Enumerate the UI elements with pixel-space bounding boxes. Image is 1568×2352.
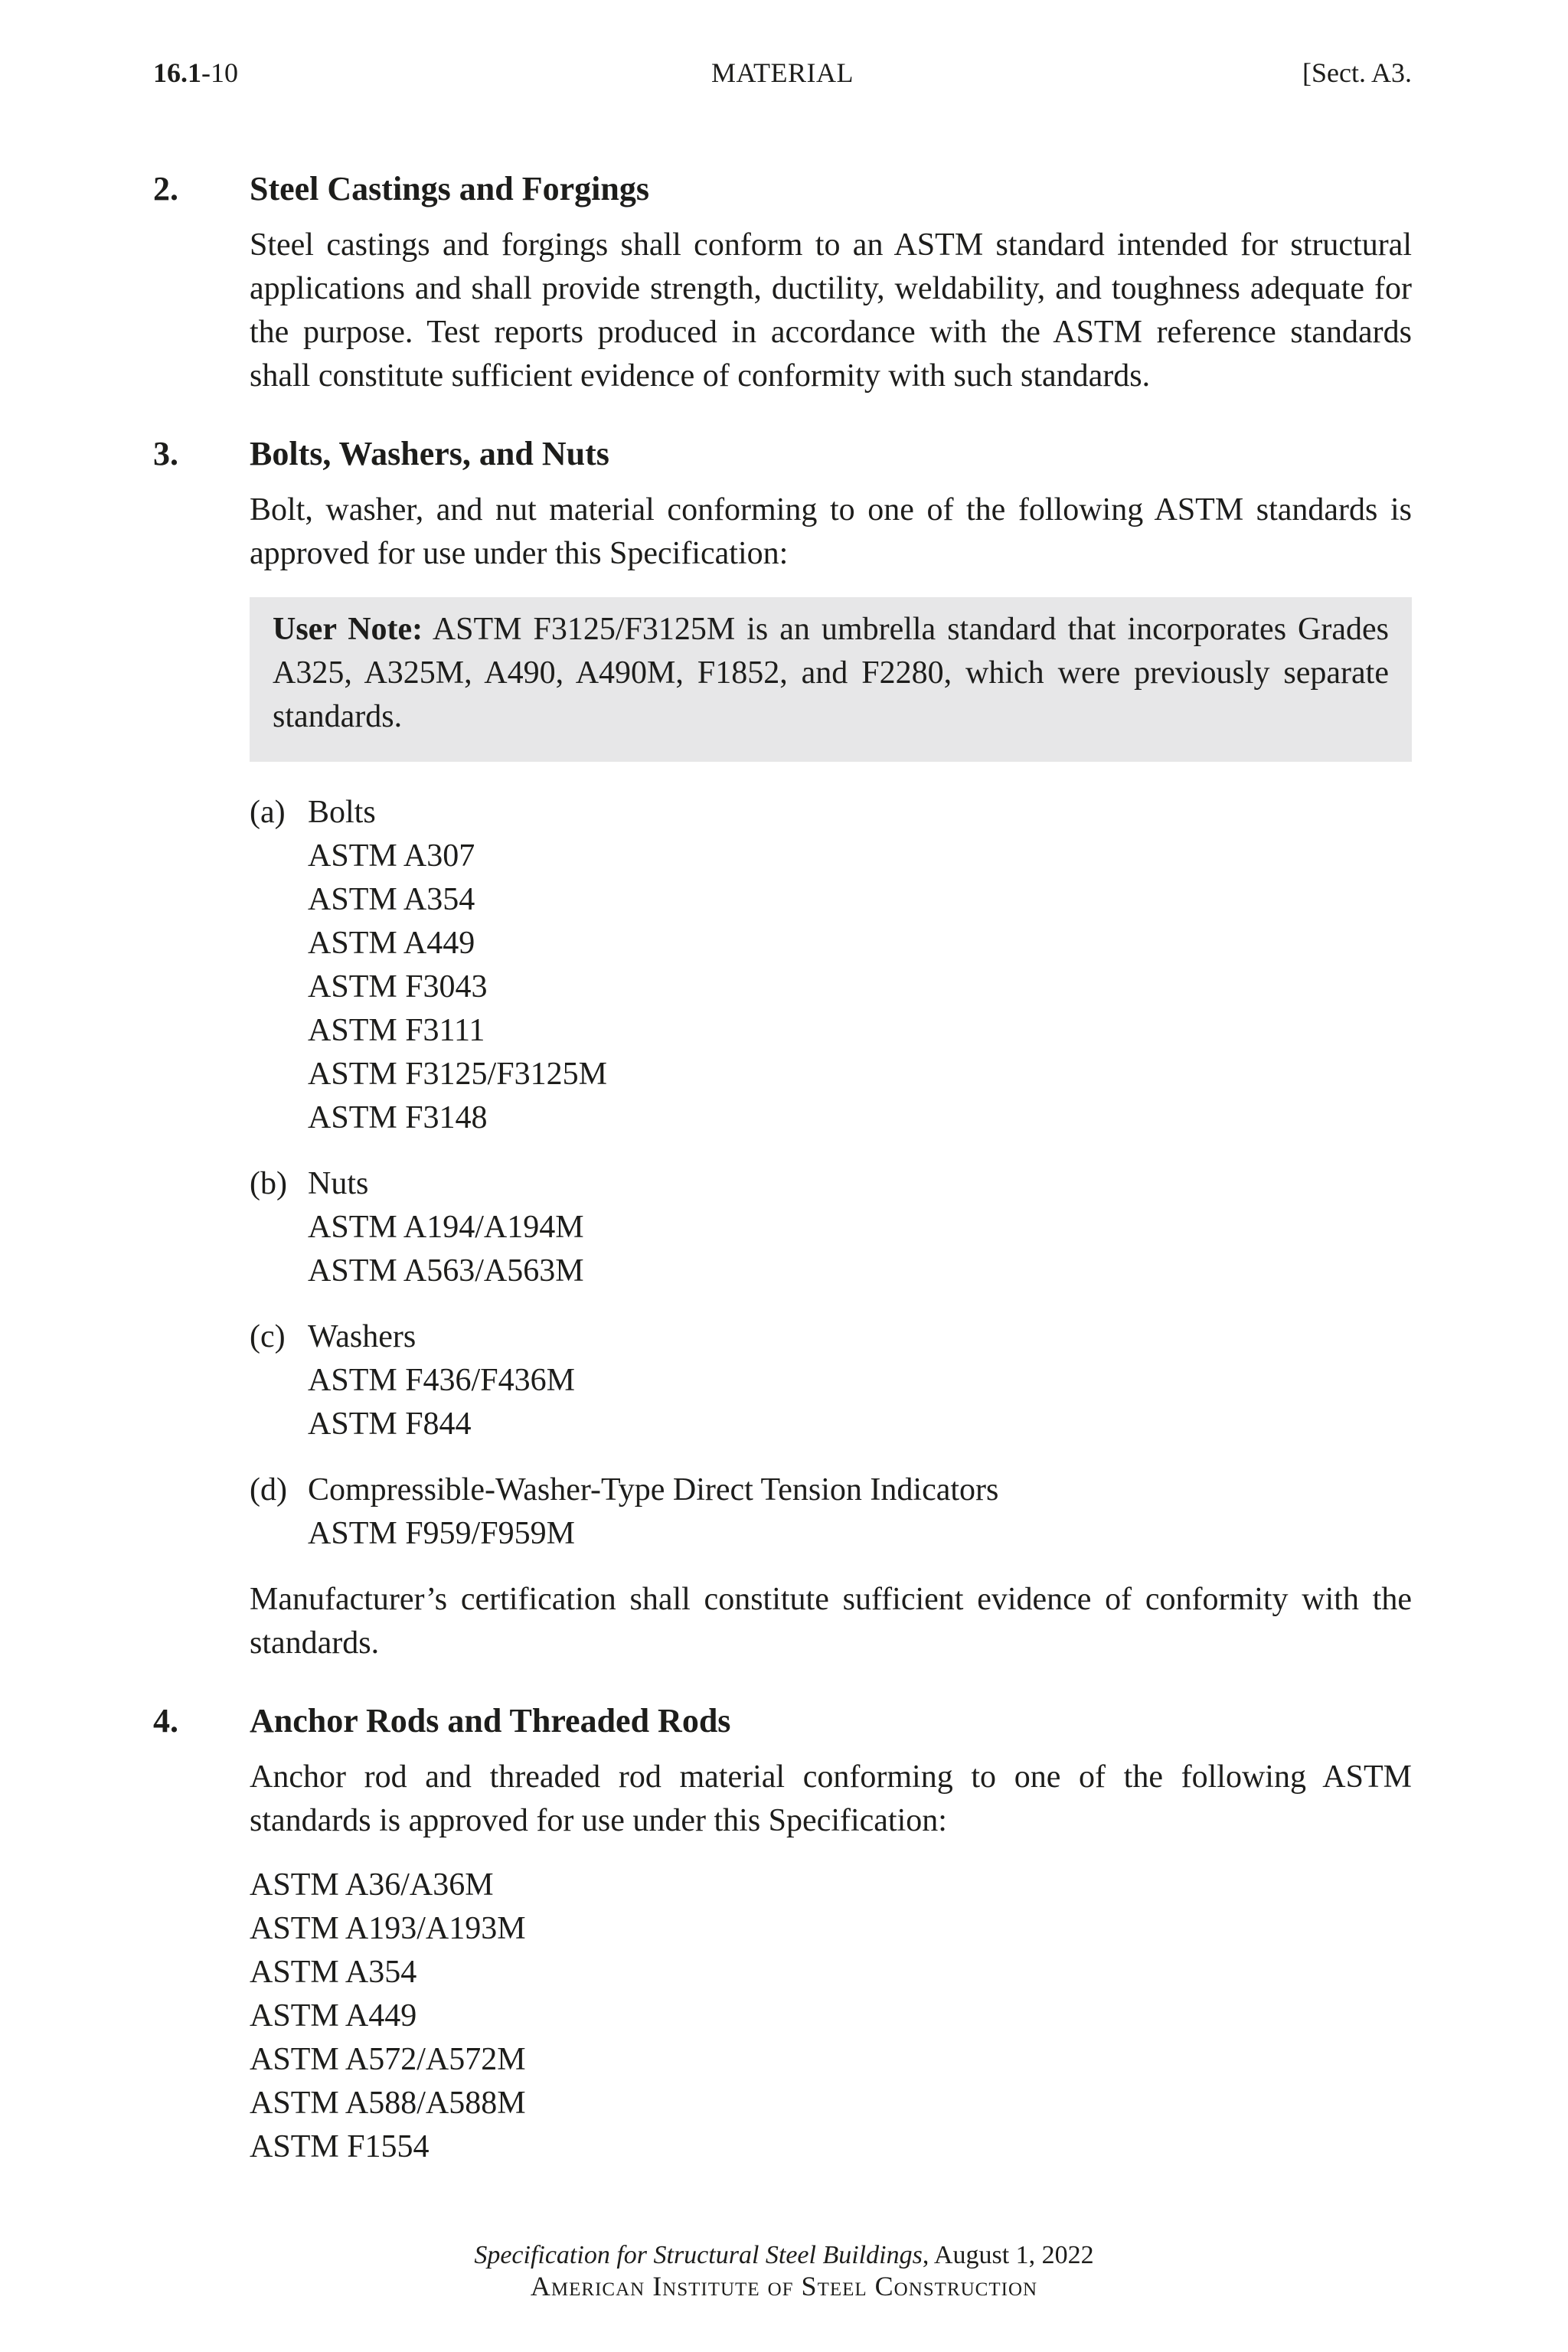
section-body [250,1756,1412,2169]
running-header [153,57,1412,95]
list-item-name: Nuts [308,1166,369,1201]
list-item-label: (c) [250,1319,286,1354]
section-number: 3. [153,435,178,472]
section-bolts-washers-nuts [153,426,1412,1665]
list-item-name: Compressible-Washer-Type Direct Tension Indicators [308,1472,999,1508]
standard-entry: ASTM A449 [250,1998,417,2034]
footer-doc-title: Specification for Structural Steel Buildings [474,2241,923,2269]
footer-citation [0,2240,1568,2271]
standard-entry: ASTM F3125/F3125M [308,1057,607,1092]
section-heading [153,426,1412,482]
user-note-text: ASTM F3125/F3125M is an umbrella standard that incorporates Grades A325, A325M, A490, A490M, F1852, and F2280, which were previously separate standards. [273,612,1389,734]
list-item-bolts [250,791,1412,1140]
list-item-label: (a) [250,795,286,830]
standard-entry: ASTM A194/A194M [308,1210,584,1245]
list-item-label: (b) [250,1166,287,1201]
section-heading [153,161,1412,217]
list-item-name: Bolts [308,795,376,830]
standard-entry: ASTM A307 [308,838,475,874]
section-heading [153,1693,1412,1749]
chapter-title: MATERIAL [711,57,854,88]
list-item-tension-indicators [250,1468,1412,1556]
standard-entry: ASTM F3043 [308,969,488,1004]
footer-organization: American Institute of Steel Construction [530,2271,1038,2301]
standard-entry: ASTM A36/A36M [250,1867,494,1903]
user-note [250,597,1412,762]
material-list [250,791,1412,1556]
section-anchor-rods [153,1693,1412,2169]
section-steel-castings [153,161,1412,398]
list-item-washers [250,1315,1412,1446]
standard-entry: ASTM F436/F436M [308,1363,575,1398]
section-intro: Anchor rod and threaded rod material conforming to one of the following ASTM standards is approved for use under this Specification: [250,1759,1412,1838]
section-title: Steel Castings and Forgings [250,170,649,207]
section-title: Bolts, Washers, and Nuts [250,435,609,472]
standard-entry: ASTM A449 [308,926,475,961]
section-title: Anchor Rods and Threaded Rods [250,1702,731,1740]
standard-entry: ASTM F959/F959M [308,1516,575,1551]
standard-entry: ASTM F3111 [308,1013,485,1048]
page-footer [0,2240,1568,2301]
page-content [153,161,1412,2169]
section-reference: [Sect. A3. [1302,57,1412,88]
section-body [250,224,1412,398]
standards-list [250,1864,1412,2169]
section-closing: Manufacturer’s certification shall constitute sufficient evidence of conformity with the standards. [250,1582,1412,1661]
footer-date: , August 1, 2022 [922,2241,1094,2269]
standard-entry: ASTM F1554 [250,2129,430,2164]
standard-entry: ASTM A193/A193M [250,1911,526,1946]
list-item-name: Washers [308,1319,416,1354]
list-item-label: (d) [250,1472,287,1508]
standard-entry: ASTM A588/A588M [250,2086,526,2121]
page-number-suffix: -10 [201,57,238,88]
list-item-nuts [250,1162,1412,1293]
standard-entry: ASTM F844 [308,1406,472,1442]
section-body [250,488,1412,1665]
section-intro: Bolt, washer, and nut material conforming to one of the following ASTM standards is approved for use under this Specification: [250,492,1412,571]
page-number-prefix: 16.1 [153,57,201,88]
standard-entry: ASTM F3148 [308,1100,488,1135]
standard-entry: ASTM A563/A563M [308,1253,584,1289]
standard-entry: ASTM A354 [250,1955,417,1990]
section-number: 2. [153,170,178,207]
section-number: 4. [153,1702,178,1740]
section-paragraph: Steel castings and forgings shall conform to an ASTM standard intended for structural applications and shall provide strength, ductility, weldability, and toughness adequate for the purpose. Test reports produced in accordance with the ASTM reference standards shall constitute sufficient evidence of conformity with such standards. [250,227,1412,394]
user-note-label: User Note: [273,612,423,647]
standard-entry: ASTM A572/A572M [250,2042,526,2077]
standard-entry: ASTM A354 [308,882,475,917]
